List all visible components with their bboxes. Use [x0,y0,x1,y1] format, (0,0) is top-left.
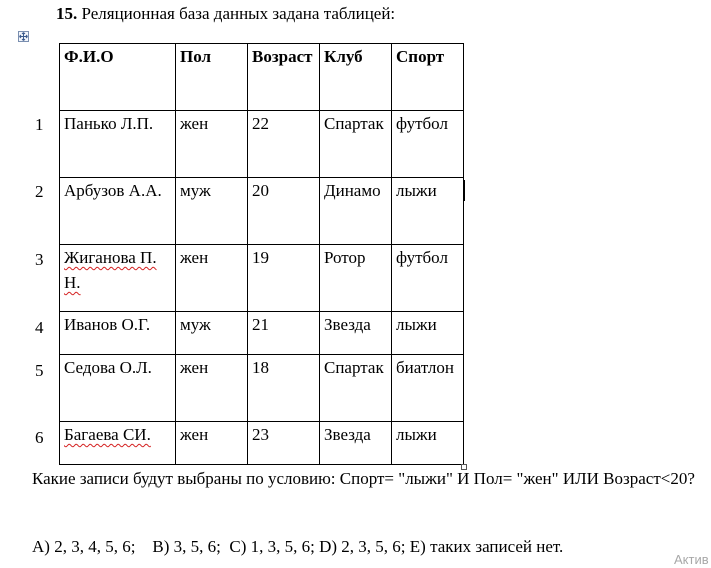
pol-cell: жен [176,245,248,312]
table-row [60,111,464,178]
sport-cell: лыжи [392,178,464,245]
pol-cell: жен [176,422,248,465]
header-cell: Ф.И.О [60,44,176,111]
pol-cell: муж [176,178,248,245]
header-cell: Возраст [248,44,320,111]
header-cell: Клуб [320,44,392,111]
age-cell: 18 [248,355,320,422]
row-number: 1 [35,115,44,134]
club-cell: Спартак [320,111,392,178]
fio-text: Багаева СИ. [64,425,151,444]
task-title: Реляционная база данных задана таблицей: [81,4,396,23]
header-cell: Пол [176,44,248,111]
text-cursor [464,180,465,201]
fio-text: Жиганова П.Н. [64,248,157,292]
sport-cell: футбол [392,111,464,178]
row-number: 6 [35,428,44,447]
table-row [60,422,464,465]
club-cell: Спартак [320,355,392,422]
header-cell: Спорт [392,44,464,111]
fio-cell [60,245,176,312]
question-text: Какие записи будут выбраны по условию: Спорт= "лыжи" И Пол= "жен" ИЛИ Возраст<20? [32,469,695,488]
table-row [60,178,464,245]
club-cell: Динамо [320,178,392,245]
club-cell: Ротор [320,245,392,312]
fio-cell: Панько Л.П. [60,111,176,178]
age-cell: 21 [248,312,320,355]
sport-cell: лыжи [392,312,464,355]
table-row [60,355,464,422]
sport-cell: лыжи [392,422,464,465]
age-cell: 22 [248,111,320,178]
fio-cell: Арбузов А.А. [60,178,176,245]
task-heading [56,4,395,24]
pol-cell: муж [176,312,248,355]
relational-table [59,43,464,465]
club-cell: Звезда [320,422,392,465]
row-number: 2 [35,182,44,201]
task-number: 15. [56,4,78,23]
activation-watermark: Актив [674,552,709,567]
table-row [60,312,464,355]
row-number: 3 [35,250,44,269]
answer-options: А) 2, 3, 4, 5, 6; В) 3, 5, 6; С) 1, 3, 5, 6; D) 2, 3, 5, 6; Е) таких записей нет. [32,537,564,556]
fio-cell: Иванов О.Г. [60,312,176,355]
pol-cell: жен [176,111,248,178]
row-number: 5 [35,361,44,380]
fio-cell [60,422,176,465]
table-header-row [60,44,464,111]
fio-cell: Седова О.Л. [60,355,176,422]
age-cell: 19 [248,245,320,312]
age-cell: 20 [248,178,320,245]
table-row [60,245,464,312]
age-cell: 23 [248,422,320,465]
sport-cell: биатлон [392,355,464,422]
pol-cell: жен [176,355,248,422]
move-table-icon[interactable] [18,31,29,42]
row-number: 4 [35,318,44,337]
sport-cell: футбол [392,245,464,312]
club-cell: Звезда [320,312,392,355]
